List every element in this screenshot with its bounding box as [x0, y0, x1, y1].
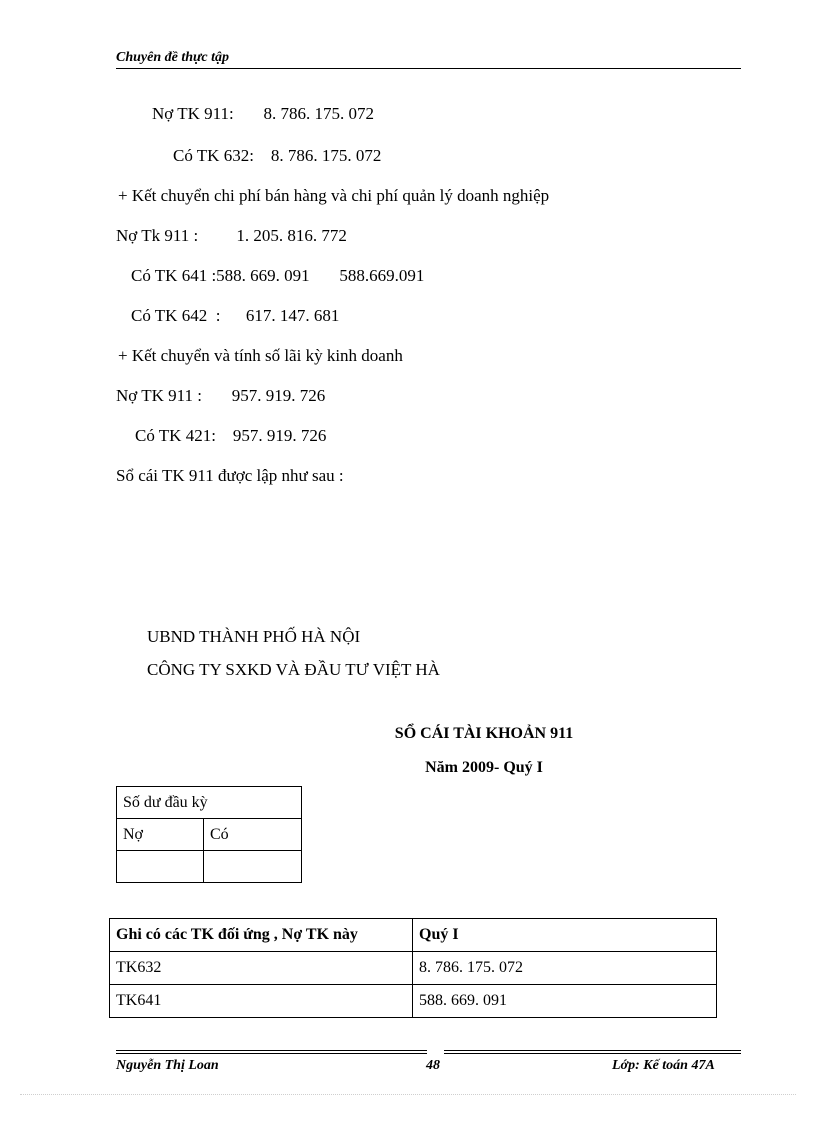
journal-line: Nợ TK 911: 8. 786. 175. 072 — [152, 104, 374, 123]
account-cell: TK641 — [110, 985, 413, 1018]
ledger-title: SỔ CÁI TÀI KHOẢN 911 — [394, 725, 574, 742]
column-header: Ghi có các TK đối ứng , Nợ TK này — [110, 919, 413, 952]
amount-cell: 8. 786. 175. 072 — [413, 952, 717, 985]
journal-line: Sổ cái TK 911 được lập như sau : — [116, 466, 344, 485]
account-cell: TK632 — [110, 952, 413, 985]
journal-line: Nợ TK 911 : 957. 919. 726 — [116, 386, 326, 405]
page-number: 48 — [426, 1058, 440, 1073]
footer-divider-left — [116, 1050, 427, 1054]
column-header: Quý I — [413, 919, 717, 952]
journal-line: + Kết chuyển và tính số lãi kỳ kinh doanh — [118, 346, 403, 365]
header-divider — [116, 68, 741, 69]
table-row — [110, 985, 717, 1018]
amount-cell: 588. 669. 091 — [413, 985, 717, 1018]
journal-line: Nợ Tk 911 : 1. 205. 816. 772 — [116, 226, 347, 245]
journal-line: Có TK 642 : 617. 147. 681 — [131, 306, 340, 325]
debit-header: Nợ — [117, 819, 204, 851]
opening-balance-label: Số dư đầu kỳ — [117, 787, 302, 819]
debit-value — [117, 851, 204, 883]
page-header-title: Chuyên đề thực tập — [116, 50, 230, 65]
journal-line: + Kết chuyển chi phí bán hàng và chi phí quản lý doanh nghiệp — [118, 186, 550, 205]
footer-author: Nguyễn Thị Loan — [116, 1058, 219, 1073]
opening-balance-table — [116, 786, 302, 883]
journal-line: Có TK 421: 957. 919. 726 — [135, 426, 327, 445]
ledger-table — [109, 918, 717, 1018]
journal-line: Có TK 641 :588. 669. 091 588.669.091 — [131, 266, 425, 285]
footer-class: Lớp: Kế toán 47A — [612, 1058, 715, 1073]
journal-line: Có TK 632: 8. 786. 175. 072 — [173, 146, 382, 165]
company-name: CÔNG TY SXKD VÀ ĐẦU TƯ VIỆT HÀ — [147, 660, 440, 679]
ledger-period: Năm 2009- Quý I — [425, 759, 543, 776]
credit-value — [204, 851, 302, 883]
credit-header: Có — [204, 819, 302, 851]
footer-divider-right — [444, 1050, 741, 1054]
page-edge — [20, 1094, 796, 1095]
table-row — [110, 952, 717, 985]
table-header-row — [110, 919, 717, 952]
org-name: UBND THÀNH PHỐ HÀ NỘI — [147, 627, 361, 646]
